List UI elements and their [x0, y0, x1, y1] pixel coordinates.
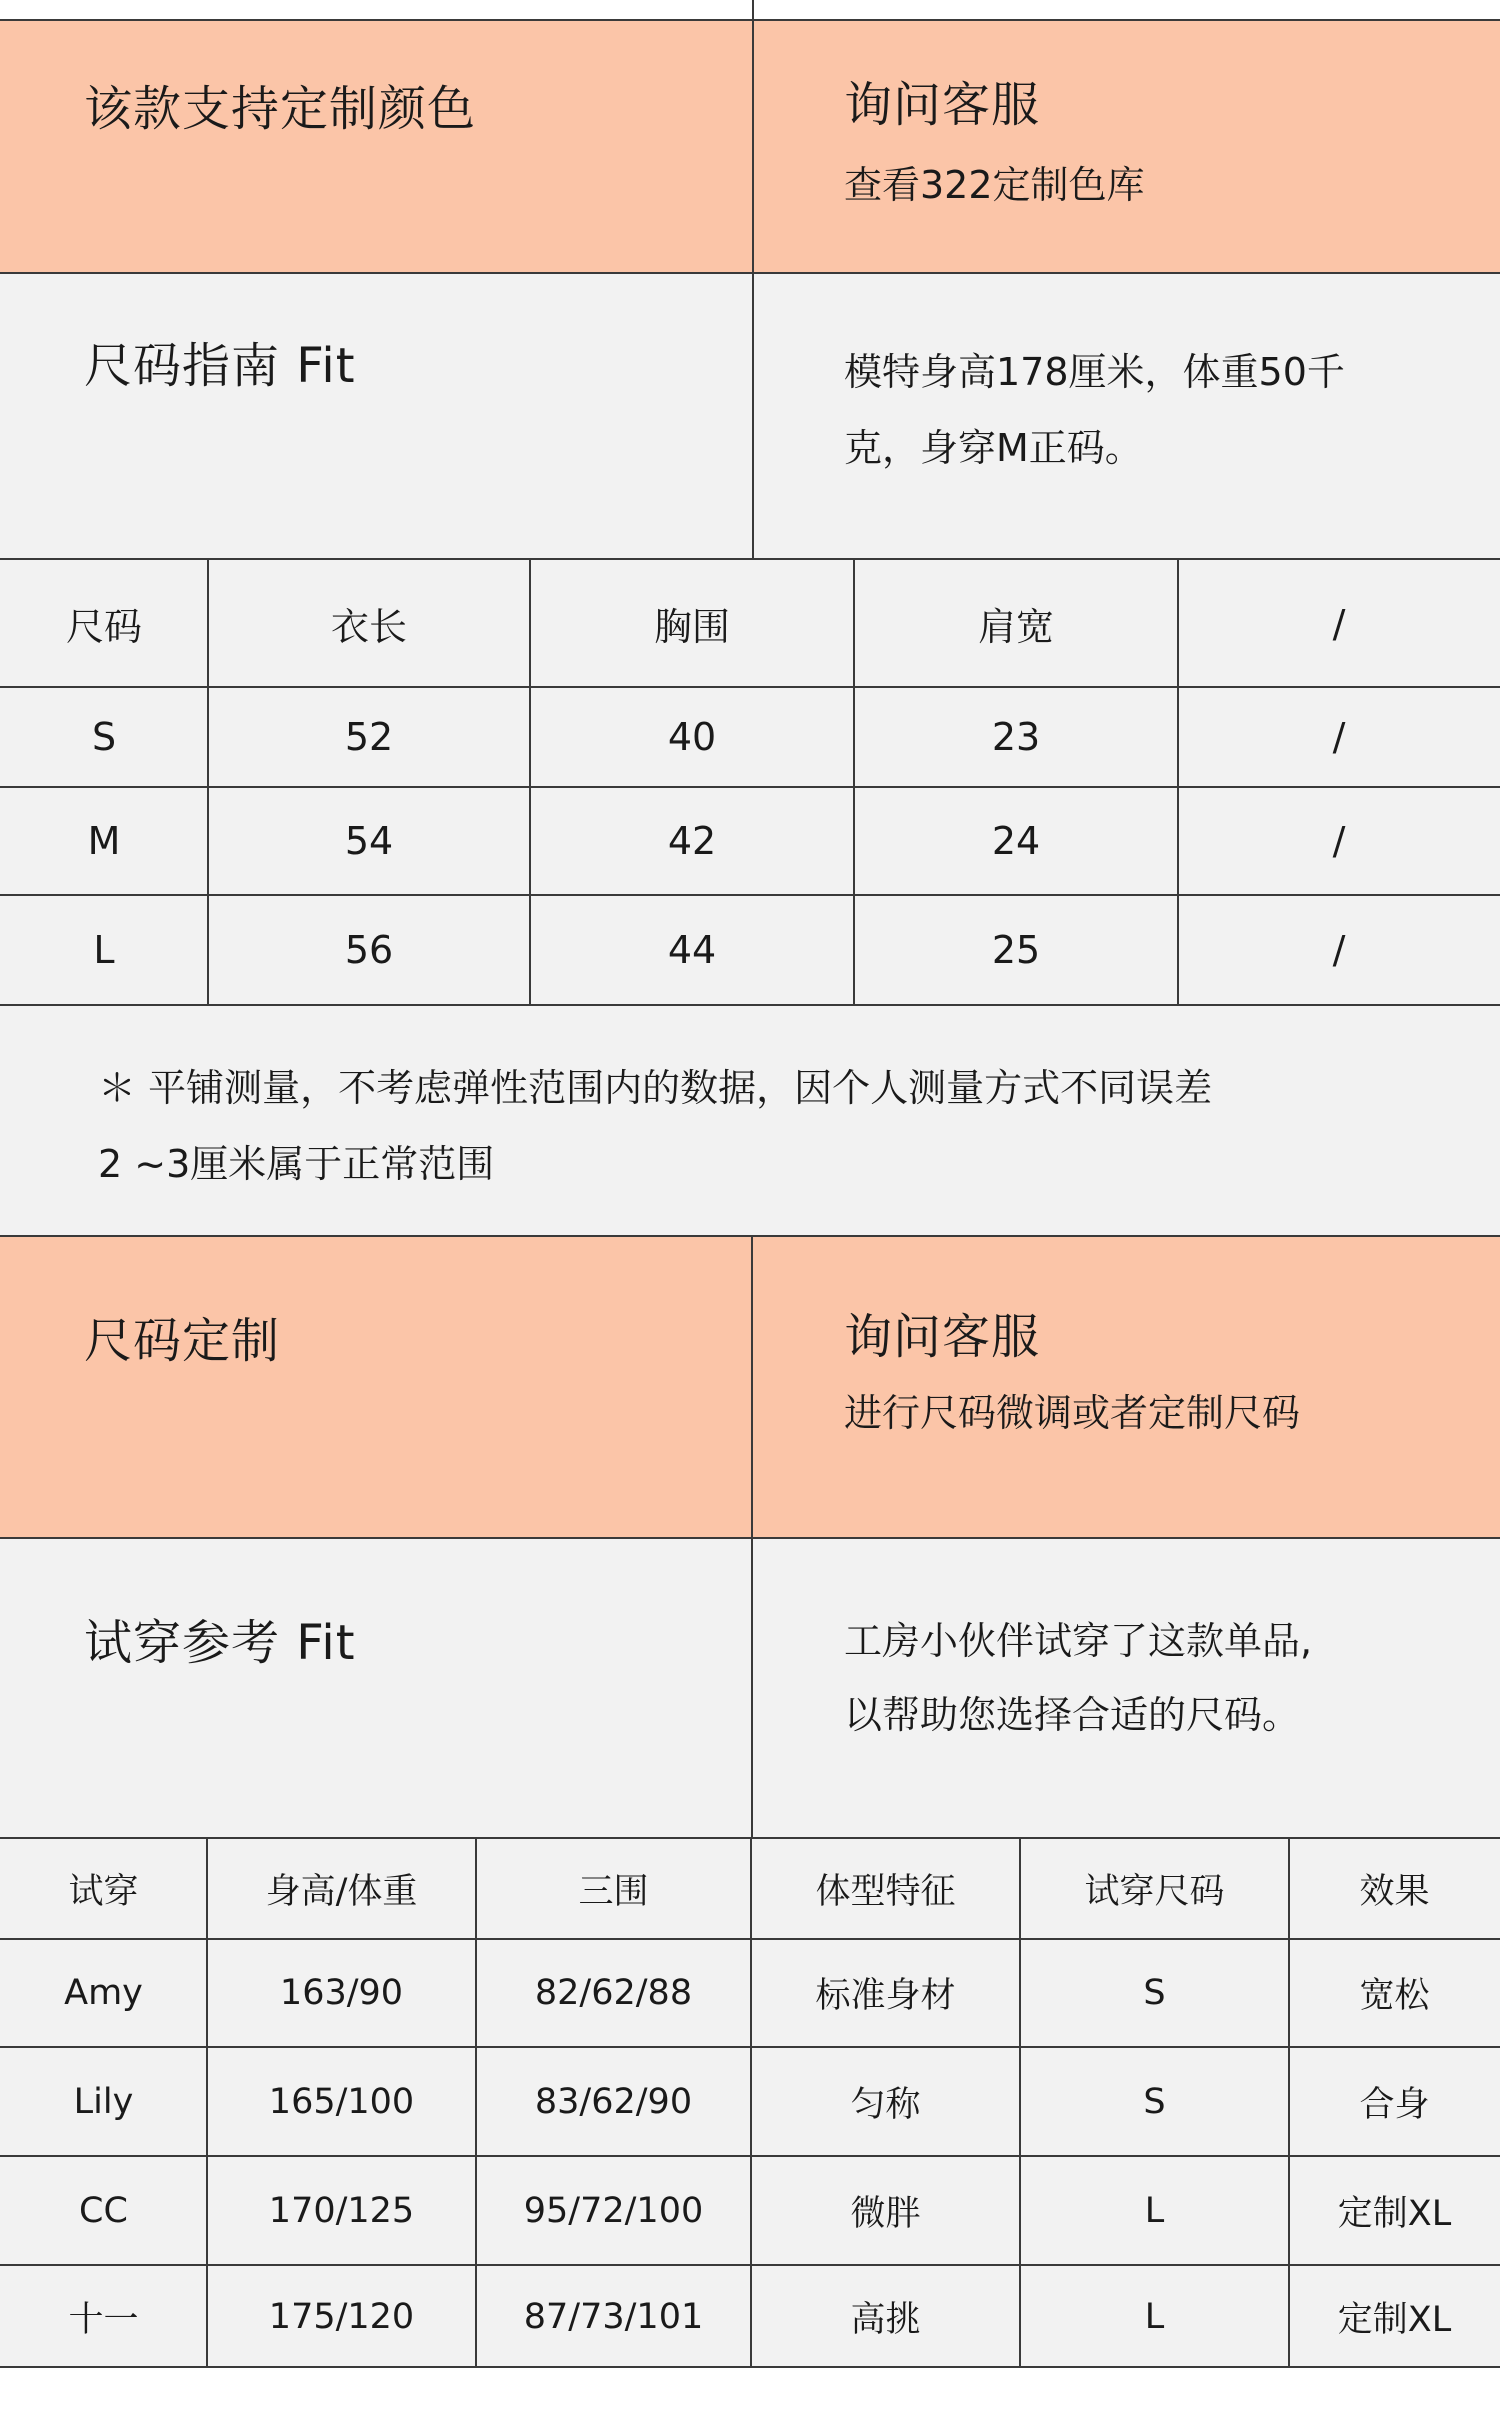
ask-service-title[interactable]: 询问客服 [844, 77, 1041, 133]
fit-reference-left-panel [0, 1539, 752, 1838]
fit-table-header: 效果 [1359, 1872, 1430, 1912]
fit-table-cell: 高挑 [850, 2299, 921, 2340]
size-table-cell: / [1332, 715, 1346, 759]
fit-note-line2: 以帮助您选择合适的尺码。 [844, 1693, 1301, 1737]
size-table-col-rule [529, 560, 531, 1004]
fit-table-cell: 定制XL [1337, 2299, 1452, 2340]
fit-table-cell: 微胖 [850, 2193, 921, 2234]
measurement-note-line1: ＊ 平铺测量，不考虑弹性范围内的数据，因个人测量方式不同误差 [98, 1066, 1213, 1110]
color-custom-title: 该款支持定制颜色 [84, 81, 477, 137]
size-table-cell: / [1332, 819, 1346, 863]
fit-table-cell: 宽松 [1359, 1976, 1430, 2016]
size-table-cell: 56 [344, 928, 394, 972]
size-table-cell: 52 [344, 715, 394, 759]
size-table-cell: 24 [991, 819, 1041, 863]
fit-table-header: 身高/体重 [265, 1872, 418, 1912]
size-table-cell: 40 [667, 715, 717, 759]
top-strip [0, 0, 1500, 20]
fit-table-header: 三围 [578, 1872, 649, 1912]
top-strip-divider [752, 0, 754, 20]
size-table-cell: 42 [667, 819, 717, 863]
fit-table-header: 体型特征 [815, 1872, 956, 1912]
size-table-col-rule [1177, 560, 1179, 1004]
size-guide-title: 尺码指南 Fit [84, 338, 356, 394]
fit-table-cell: S [1143, 2081, 1166, 2122]
fit-table-col-rule [475, 1839, 477, 2367]
size-table-cell: 54 [344, 819, 394, 863]
fit-note-line1: 工房小伙伴试穿了这款单品, [844, 1619, 1313, 1663]
fit-table-col-rule [1288, 1839, 1290, 2367]
fit-table-cell: 170/125 [268, 2190, 415, 2231]
fit-table-cell: Amy [64, 1973, 143, 2013]
fit-table-cell: CC [79, 2190, 128, 2231]
fit-table-cell: 定制XL [1337, 2193, 1452, 2234]
fit-table-cell: 合身 [1359, 2084, 1430, 2125]
fit-table-cell: Lily [73, 2081, 134, 2122]
fit-table-rule [0, 2366, 1500, 2368]
fit-table-cell: L [1144, 2296, 1165, 2337]
size-table-col-rule [207, 560, 209, 1004]
ask-service-title[interactable]: 询问客服 [844, 1309, 1041, 1365]
size-table-cell: S [91, 715, 117, 759]
fit-table-cell: 82/62/88 [534, 1973, 693, 2013]
size-table-col-rule [853, 560, 855, 1004]
fit-table-cell: 匀称 [850, 2084, 921, 2125]
color-library-link[interactable]: 查看322定制色库 [844, 163, 1145, 207]
fit-table-cell: L [1144, 2190, 1165, 2231]
model-note-line2: 克，身穿M正码。 [844, 426, 1143, 470]
fit-table-col-rule [750, 1839, 752, 2367]
measurement-note-line2: 2 ~3厘米属于正常范围 [98, 1142, 495, 1186]
color-custom-right-panel[interactable] [754, 21, 1500, 273]
fit-table-col-rule [1019, 1839, 1021, 2367]
size-custom-right-panel[interactable] [753, 1237, 1500, 1537]
size-table-header: 肩宽 [977, 605, 1054, 649]
fit-reference-title: 试穿参考 Fit [84, 1615, 356, 1671]
size-table-cell: M [87, 819, 121, 863]
fit-table-cell: 87/73/101 [523, 2296, 704, 2337]
color-custom-left-panel [0, 21, 752, 273]
measurement-note [0, 1006, 1500, 1236]
size-guide-left-panel [0, 274, 752, 559]
fit-reference-right-panel [753, 1539, 1500, 1838]
size-table-cell: 25 [991, 928, 1041, 972]
fit-table-cell: 标准身材 [815, 1976, 956, 2016]
size-table-header: 尺码 [65, 605, 142, 649]
fit-table-cell: S [1143, 1973, 1166, 2013]
fit-table-header: 试穿 [68, 1872, 139, 1912]
fit-table-cell: 163/90 [279, 1973, 404, 2013]
size-guide-right-panel [754, 274, 1500, 559]
fit-table-cell: 175/120 [268, 2296, 415, 2337]
fit-table-cell: 95/72/100 [523, 2190, 704, 2231]
size-table-cell: L [93, 928, 115, 972]
model-note-line1: 模特身高178厘米，体重50千 [844, 350, 1345, 394]
size-table-cell: 44 [667, 928, 717, 972]
fit-table-header: 试穿尺码 [1084, 1872, 1225, 1912]
fit-table-cell: 83/62/90 [534, 2081, 693, 2122]
size-table-cell: / [1332, 928, 1346, 972]
size-table-header: / [1332, 601, 1346, 646]
size-table-header: 衣长 [330, 605, 407, 649]
size-table-header: 胸围 [653, 605, 730, 649]
size-custom-title: 尺码定制 [84, 1313, 281, 1369]
fit-table-col-rule [206, 1839, 208, 2367]
size-custom-left-panel [0, 1237, 752, 1537]
size-custom-link[interactable]: 进行尺码微调或者定制尺码 [844, 1391, 1301, 1435]
size-table-cell: 23 [991, 715, 1041, 759]
fit-table-cell: 十一 [68, 2299, 139, 2340]
fit-table-cell: 165/100 [268, 2081, 415, 2122]
